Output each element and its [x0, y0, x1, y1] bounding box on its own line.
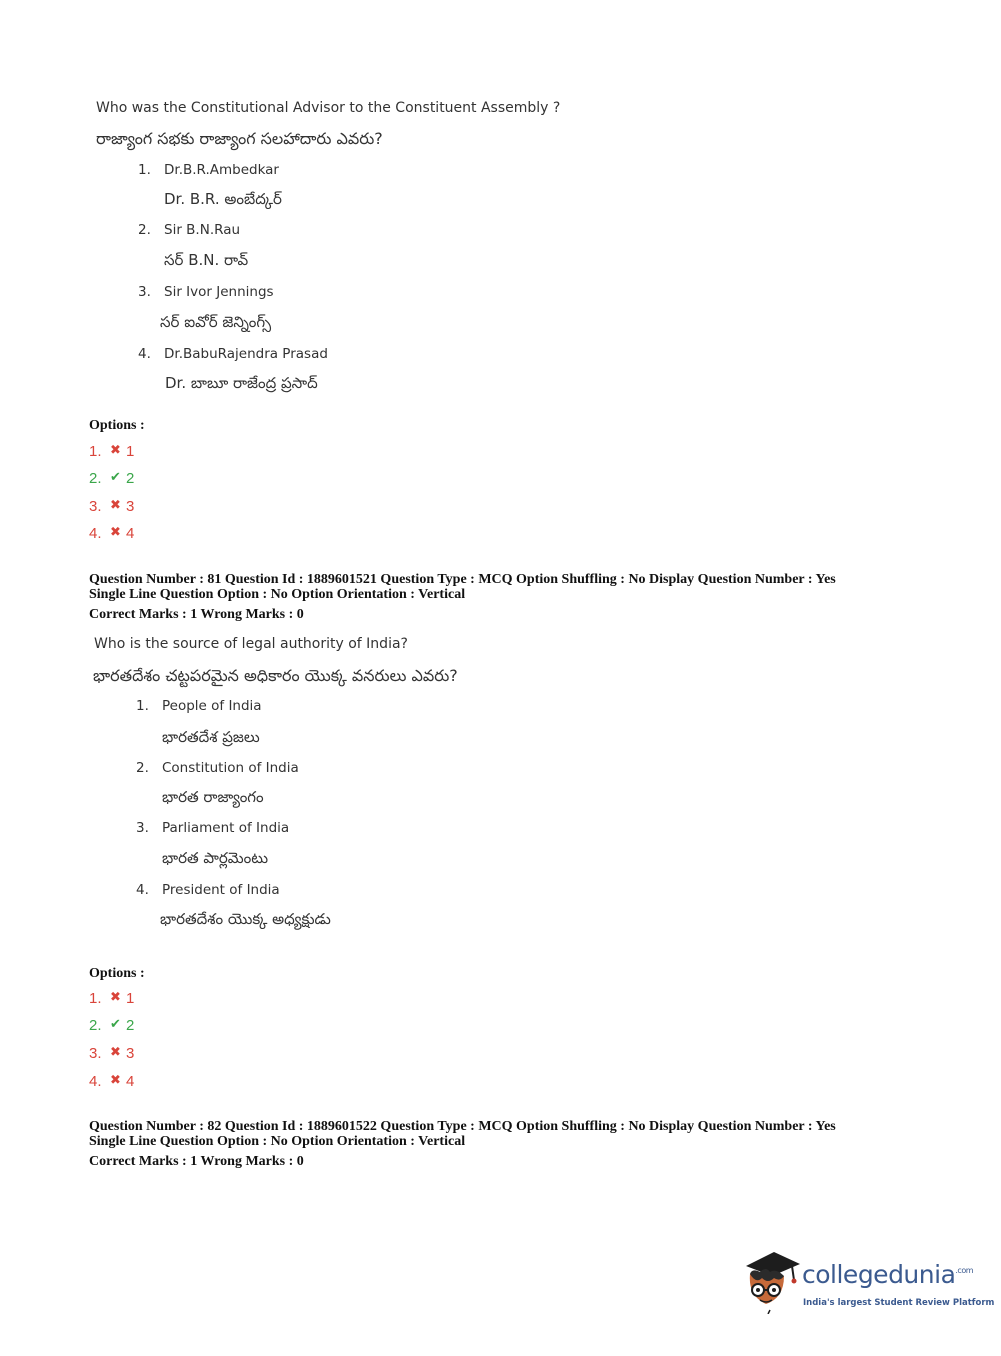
answer-value: 4	[126, 1073, 135, 1090]
logo-suffix: .com	[955, 1266, 974, 1275]
choice-text-te: Dr. బాబూ రాజేంద్ర ప్రసాద్	[165, 374, 318, 392]
question-text-te: భారతదేశం చట్టపరమైన అధికారం యొక్క వనరులు ఎవరు?	[93, 666, 458, 685]
question-marks: Correct Marks : 1 Wrong Marks : 0	[89, 607, 304, 622]
cross-icon: ✖	[110, 497, 121, 512]
choice-text-te: భారత పార్లమెంటు	[162, 849, 269, 867]
choice-text-te: భారత రాజ్యాంగం	[162, 788, 264, 806]
choice-text-te: భారతదేశ ప్రజలు	[162, 728, 260, 746]
choice-item	[136, 882, 280, 898]
choice-item	[136, 760, 299, 776]
answer-value: 1	[126, 443, 135, 460]
choice-text-te: Dr. B.R. అంబేద్కర్	[164, 190, 282, 208]
answer-value: 4	[126, 525, 135, 542]
choice-text-en: Parliament of India	[162, 820, 290, 836]
choice-text-te: సర్ B.N. రావ్	[164, 251, 249, 269]
choice-number: 3.	[138, 284, 151, 300]
answer-number: 3.	[89, 1045, 102, 1062]
answer-option	[89, 1013, 134, 1035]
answer-option	[89, 494, 134, 516]
answer-number: 4.	[89, 1073, 102, 1090]
choice-item	[136, 698, 262, 714]
logo-name: collegedunia	[802, 1260, 956, 1289]
choice-text-en: People of India	[162, 698, 262, 714]
answer-number: 2.	[89, 1017, 102, 1034]
choice-item	[138, 222, 240, 238]
choice-item	[138, 162, 279, 178]
answer-number: 4.	[89, 525, 102, 542]
question-meta-line: Question Number : 82 Question Id : 1889601522 Question Type : MCQ Option Shuffling : No Display Question Number : Yes	[89, 1119, 836, 1134]
choice-item	[138, 346, 328, 362]
answer-value: 3	[126, 498, 135, 515]
cross-icon: ✖	[110, 524, 121, 539]
cross-icon: ✖	[110, 442, 121, 457]
choice-number: 4.	[138, 346, 151, 362]
question-text-te: రాజ్యాంగ సభకు రాజ్యాంగ సలహాదారు ఎవరు?	[96, 129, 383, 148]
choice-text-en: Sir B.N.Rau	[164, 222, 241, 238]
options-heading: Options :	[89, 418, 145, 433]
choice-item	[136, 820, 289, 836]
choice-text-en: President of India	[162, 882, 280, 898]
answer-number: 2.	[89, 470, 102, 487]
choice-number: 2.	[138, 222, 151, 238]
cross-icon: ✖	[110, 1044, 121, 1059]
answer-option	[89, 1041, 134, 1063]
question-text-en: Who is the source of legal authority of India?	[94, 636, 408, 652]
choice-text-en: Dr.BabuRajendra Prasad	[164, 346, 328, 362]
choice-number: 1.	[138, 162, 151, 178]
cross-icon: ✖	[110, 989, 121, 1004]
choice-number: 4.	[136, 882, 149, 898]
answer-value: 3	[126, 1045, 135, 1062]
choice-text-en: Sir Ivor Jennings	[164, 284, 274, 300]
choice-text-en: Dr.B.R.Ambedkar	[164, 162, 279, 178]
choice-text-en: Constitution of India	[162, 760, 299, 776]
answer-value: 1	[126, 990, 135, 1007]
answer-option	[89, 466, 134, 488]
answer-number: 1.	[89, 990, 102, 1007]
logo-wordmark	[802, 1260, 973, 1289]
choice-text-te: సర్ ఐవోర్ జెన్నింగ్స్	[160, 313, 272, 331]
answer-option	[89, 521, 134, 543]
question-meta-line: Question Number : 81 Question Id : 1889601521 Question Type : MCQ Option Shuffling : No Display Question Number : Yes	[89, 572, 836, 587]
answer-number: 1.	[89, 443, 102, 460]
check-icon: ✔	[110, 1016, 121, 1031]
options-heading: Options :	[89, 966, 145, 981]
answer-option	[89, 439, 134, 461]
choice-text-te: భారతదేశం యొక్క అధ్యక్షుడు	[160, 910, 331, 928]
question-marks: Correct Marks : 1 Wrong Marks : 0	[89, 1154, 304, 1169]
answer-value: 2	[126, 470, 135, 487]
choice-number: 2.	[136, 760, 149, 776]
question-meta-line: Single Line Question Option : No Option Orientation : Vertical	[89, 1134, 466, 1149]
answer-option	[89, 1069, 134, 1091]
answer-option	[89, 986, 134, 1008]
collegedunia-logo	[740, 1248, 995, 1318]
question-text-en: Who was the Constitutional Advisor to the Constituent Assembly ?	[96, 100, 561, 116]
answer-number: 3.	[89, 498, 102, 515]
question-meta-line: Single Line Question Option : No Option Orientation : Vertical	[89, 587, 466, 602]
cross-icon: ✖	[110, 1072, 121, 1087]
choice-number: 1.	[136, 698, 149, 714]
answer-value: 2	[126, 1017, 135, 1034]
logo-tagline: India's largest Student Review Platform	[803, 1298, 995, 1308]
check-icon: ✔	[110, 469, 121, 484]
choice-item	[138, 284, 274, 300]
graduate-mascot-icon	[740, 1248, 800, 1314]
choice-number: 3.	[136, 820, 149, 836]
